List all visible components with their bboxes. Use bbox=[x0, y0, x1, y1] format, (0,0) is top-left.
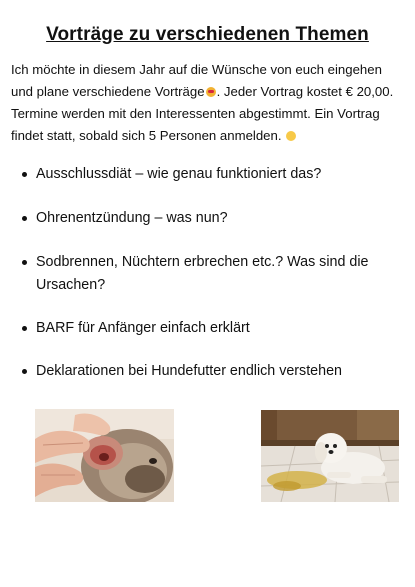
photo-ear-examination bbox=[35, 409, 174, 502]
list-item-text: Ausschlussdiät – wie genau funktioniert das? bbox=[36, 166, 322, 182]
list-item bbox=[22, 207, 382, 230]
bullet-icon bbox=[22, 216, 27, 221]
bullet-icon bbox=[22, 326, 27, 331]
intro-text-part1: Ich möchte in diesem Jahr auf die Wünsche von euch eingehen und plane verschiedene Vorträge bbox=[11, 62, 382, 99]
list-item bbox=[22, 317, 382, 340]
smile-emoji-icon bbox=[286, 131, 296, 141]
bullet-icon bbox=[22, 172, 27, 177]
bullet-icon bbox=[22, 369, 27, 374]
list-item-text: Ohrenentzündung – was nun? bbox=[36, 210, 228, 226]
intro-paragraph bbox=[11, 59, 407, 147]
list-item bbox=[22, 360, 382, 383]
list-item-text: Deklarationen bei Hundefutter endlich verstehen bbox=[36, 363, 342, 379]
bullet-icon bbox=[22, 260, 27, 265]
dog-floor-illustration bbox=[261, 410, 399, 502]
list-item-text: BARF für Anfänger einfach erklärt bbox=[36, 320, 250, 336]
page-title: Vorträge zu verschiedenen Themen bbox=[46, 24, 369, 45]
list-item bbox=[22, 251, 382, 297]
ear-exam-illustration bbox=[35, 409, 174, 502]
heart-eyes-emoji-icon bbox=[206, 87, 216, 97]
intro-text-part2: . Jeder Vortrag kostet € 20,00. Termine werden mit den Interessenten abgestimmt. Ein Vortrag findet statt, sobald sich 5 Personen anmelden. bbox=[11, 84, 394, 143]
list-item-text: Sodbrennen, Nüchtern erbrechen etc.? Was sind die Ursachen? bbox=[36, 254, 369, 293]
photo-dog-lying-on-floor bbox=[261, 410, 399, 502]
list-item bbox=[22, 163, 382, 186]
